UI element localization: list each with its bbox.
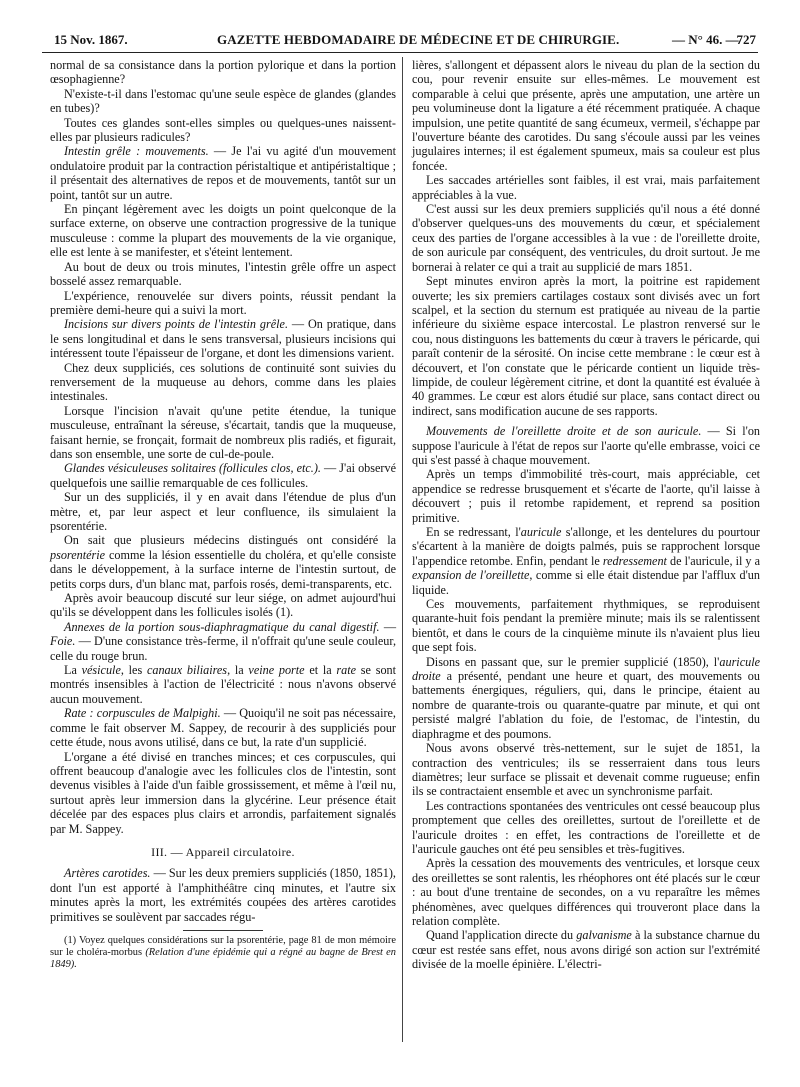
paragraph: Artères carotides. — Sur les deux premiers suppliciés (1850, 1851), dont l'un est apporté à l'amphithéâtre cinq minutes, et l'autre six minutes après la mort, les extrémités coupées des artères carotides primitives se soulèvent par saccades régu- [50, 866, 396, 924]
footnote: (1) Voyez quelques considérations sur la psorentérie, page 81 de mon mémoire sur le choléra-morbus (Relation d'une épidémie qui a régné au bagne de Brest en 1849). [50, 934, 396, 971]
paragraph: Chez deux suppliciés, ces solutions de continuité sont suivies du renversement de la muqueuse au dehors, comme dans les plaies intestinales. [50, 360, 396, 404]
paragraph: Toutes ces glandes sont-elles simples ou quelques-unes naissent-elles par plusieurs radicules? [50, 115, 396, 145]
paragraph: Intestin grêle : mouvements. — Je l'ai vu agité d'un mouvement ondulatoire produit par la contraction péristaltique et antipéristaltique ; il présentait des alternatives de repos et de mouvements, tantôt sur un point, tantôt sur un autre. [50, 144, 396, 202]
section-heading: III. — Appareil circulatoire. [151, 844, 295, 859]
run-in-heading: Annexes de la portion sous-diaphragmatique du canal digestif. [64, 619, 380, 634]
paragraph: Les saccades artérielles sont faibles, il est vrai, mais parfaitement appréciables à la vue. [412, 173, 760, 202]
paragraph: Disons en passant que, sur le premier supplicié (1850), l'auricule droite a présenté, pendant une heure et quart, des mouvements ou battements énergiques, réguliers, qui, dans le principe, étaient au nombre de quarante-trois ou quarante-quatre par minute, et qui ont persisté malgré l'ablation du foie, de l'estomac, de l'intestin, du diaphragme et des poumons. [412, 654, 760, 741]
column-divider [402, 57, 403, 1042]
paragraph: Nous avons observé très-nettement, sur le sujet de 1851, la contraction des ventricules; ils se resserraient dans tous leurs diamètres; leur surface se plissait et devenait comme rugueuse; enfin ils se contractaient ensemble et avec un synchronisme parfait. [412, 741, 760, 799]
header-journal-title: GAZETTE HEBDOMADAIRE DE MÉDECINE ET DE CHIRURGIE. [217, 32, 620, 47]
paragraph: En pinçant légèrement avec les doigts un point quelconque de la surface externe, on observe une contraction progressive de la tunique musculeuse : comme la plupart des mouvements de la vie organique, elle est lente à se manifester, et s'éteint lentement. [50, 202, 396, 260]
paragraph: La vésicule, les canaux biliaires, la veine porte et la rate se sont montrés insensibles à l'action de l'électricité : nous n'avons observé aucun mouvement. [50, 663, 397, 706]
paragraph: On sait que plusieurs médecins distingués ont considéré la psorentérie comme la lésion essentielle du choléra, et qu'elle consiste dans le développement, à la surface interne de l'intestin surtout, de petits corps durs, d'un blanc mat, parfois rosés, demi-transparents, etc. [50, 533, 396, 591]
run-in-heading: Glandes vésiculeuses solitaires (follicules clos, etc.). [64, 461, 321, 476]
paragraph: Incisions sur divers points de l'intestin grêle. — On pratique, dans le sens longitudinal et dans le sens transversal, plusieurs incisions qui intéressent toute l'épaisseur de l'organe, et dont les dimensions varient. [50, 317, 396, 361]
paragraph: Au bout de deux ou trois minutes, l'intestin grêle offre un aspect bosselé assez remarquable. [50, 259, 396, 289]
run-in-heading: Incisions sur divers points de l'intestin grêle. [64, 317, 289, 332]
header-issue-number: — N° 46. — [672, 32, 739, 47]
paragraph: Sur un des suppliciés, il y en avait dans l'étendue de plus d'un mètre, et, par leur aspect et leur confluence, ils simulaient la psorentérie. [50, 490, 396, 533]
paragraph: lières, s'allongent et dépassent alors le niveau du plan de la section du cou, pour revenir ensuite sur elles-mêmes. Le mouvement est comparable à celui que présente, après une amputation, une artère un peu volumineuse dont la ligature a été récemment pratiquée. A chaque impulsion, une petite quantité de sang écumeux, vermeil, s'échappe par l'ouverture béante des carotides. Du sang s'écoule aussi par les veines jugulaires internes; il est également spumeux, mais sa couleur est plus foncée. [412, 58, 760, 173]
paragraph: Ces mouvements, parfaitement rhythmiques, se reproduisent quarante-huit fois pendant la première minute; mais ils se ralentissent bientôt, et dans le cours de la cinquième minute ils n'avaient plus lieu que sept fois. [412, 597, 760, 655]
run-in-heading: Mouvements de l'oreillette droite et de son auricule. [426, 424, 702, 439]
paragraph: Sept minutes environ après la mort, la poitrine est rapidement ouverte; les six premiers cartilages costaux sont divisés avec un fort scalpel, et la section du sternum est pratiquée au niveau de la partie inférieure du sixième espace intercostal. Le plastron renversé sur le cou, nous distinguons les battements du cœur à travers le péricarde, qui paraît contenir de la sérosité. On incise cette membrane : le cœur est à découvert, et l'on constate que le péricarde contient un liquide très-limpide, de couleur légèrement citrine, et dont la quantité est évaluée à 40 grammes. Le cœur est alors étudié sur place, sans contact direct ou indirect, sans modification aucune de ses rapports. [412, 274, 760, 418]
header-date: 15 Nov. 1867. [54, 32, 128, 47]
header-rule [42, 52, 758, 53]
paragraph: Après un temps d'immobilité très-court, mais appréciable, cet appendice se redresse brusquement et s'écarte de l'aorte, qu'il laisse à découvert ; puis il retombe rapidement, et reprend sa position primitive. [412, 467, 760, 525]
paragraph: N'existe-t-il dans l'estomac qu'une seule espèce de glandes (glandes en tubes)? [50, 86, 396, 116]
run-in-heading: Intestin grêle : mouvements. [64, 144, 209, 159]
right-column [412, 58, 760, 972]
paragraph: Rate : corpuscules de Malpighi. — Quoiqu'il ne soit pas nécessaire, comme le fait observer M. Sappey, de recourir à des suppliciés pour cette étude, nous avons utilisé, dans ce but, la rate d'un supplicié. [50, 706, 396, 750]
paragraph: Quand l'application directe du galvanisme à la substance charnue du cœur est restée sans effet, nous avons dirigé son action sur l'extrémité divisée de la moelle épinière. L'électri- [412, 928, 760, 972]
paragraph: En se redressant, l'auricule s'allonge, et les dentelures du pourtour s'écartent à la manière de doigts palmés, puis se rapprochent lorsque l'appendice retombe. Enfin, pendant le redressement de l'auricule, il y a expansion de l'oreillette, comme si elle était distendue par l'afflux d'un liquide. [412, 525, 760, 597]
paragraph: Mouvements de l'oreillette droite et de son auricule. — Si l'on suppose l'auricule à l'état de repos sur l'aorte qu'elle embrasse, voici ce qui s'est passé à chaque mouvement. [412, 424, 761, 467]
paragraph: C'est aussi sur les deux premiers suppliciés qu'il nous a été donné d'observer quelques-uns des mouvements du cœur, et spécialement ceux des parties de l'organe accessibles à la vue : de l'oreillette droite, de son auricule par conséquent, des ventricules, du droit surtout. Je me bornerai à relater ce qui a trait au supplicié de mars 1851. [412, 202, 760, 274]
paragraph: L'organe a été divisé en tranches minces; et ces corpuscules, qui offrent beaucoup d'analogie avec les follicules clos de l'intestin, sont devenus visibles à l'aide d'un faible grossissement, et même à l'œil nu, surtout après leur immersion dans la glycérine. Leur présence était décelée par des espaces plus clairs et arrondis, parfaitement signalés par M. Sappey. [50, 749, 396, 836]
paragraph: L'expérience, renouvelée sur divers points, réussit pendant la première demi-heure qui a suivi la mort. [50, 288, 396, 317]
paragraph: Annexes de la portion sous-diaphragmatique du canal digestif. — Foie. — D'une consistance très-ferme, il n'offrait qu'une seule couleur, celle du rouge brun. [50, 619, 397, 663]
run-in-heading: Rate : corpuscules de Malpighi. [64, 706, 221, 721]
left-column [50, 58, 396, 972]
header-page-number: 727 [736, 32, 756, 47]
paragraph: Glandes vésiculeuses solitaires (follicules clos, etc.). — J'ai observé quelquefois une saillie remarquable de ces follicules. [50, 461, 396, 490]
paragraph: Après avoir beaucoup discuté sur leur siége, on admet aujourd'hui qu'ils se développent dans les follicules isolés (1). [50, 591, 396, 620]
paragraph: Lorsque l'incision n'avait qu'une petite étendue, la tunique musculeuse, entraînant la séreuse, s'écartait, tandis que la muqueuse, faisant hernie, se fronçait, formait de nombreux plis radiés, et figurait, dans son ensemble, une sorte de cul-de-poule. [50, 403, 396, 461]
paragraph: normal de sa consistance dans la portion pylorique et dans la portion œsophagienne? [50, 58, 396, 87]
paragraph: Les contractions spontanées des ventricules ont cessé beaucoup plus promptement que celles des oreillettes, surtout de l'oreillette et de l'auricule droites : en effet, les contractions de l'oreillette et de l'auricule gauches ont été peu sensibles et très-fugitives. [412, 798, 760, 856]
running-header [42, 32, 758, 54]
run-in-heading: Artères carotides. [64, 866, 151, 881]
paragraph: Après la cessation des mouvements des ventricules, et lorsque ceux des oreillettes se sont ralentis, les rhéophores ont été placés sur le cœur : au bout d'une trentaine de secondes, on a vu reparaître les mêmes phénomènes, avec quelques différences qui trouveront place dans la relation complète. [412, 856, 760, 928]
footnote-separator [183, 930, 263, 931]
